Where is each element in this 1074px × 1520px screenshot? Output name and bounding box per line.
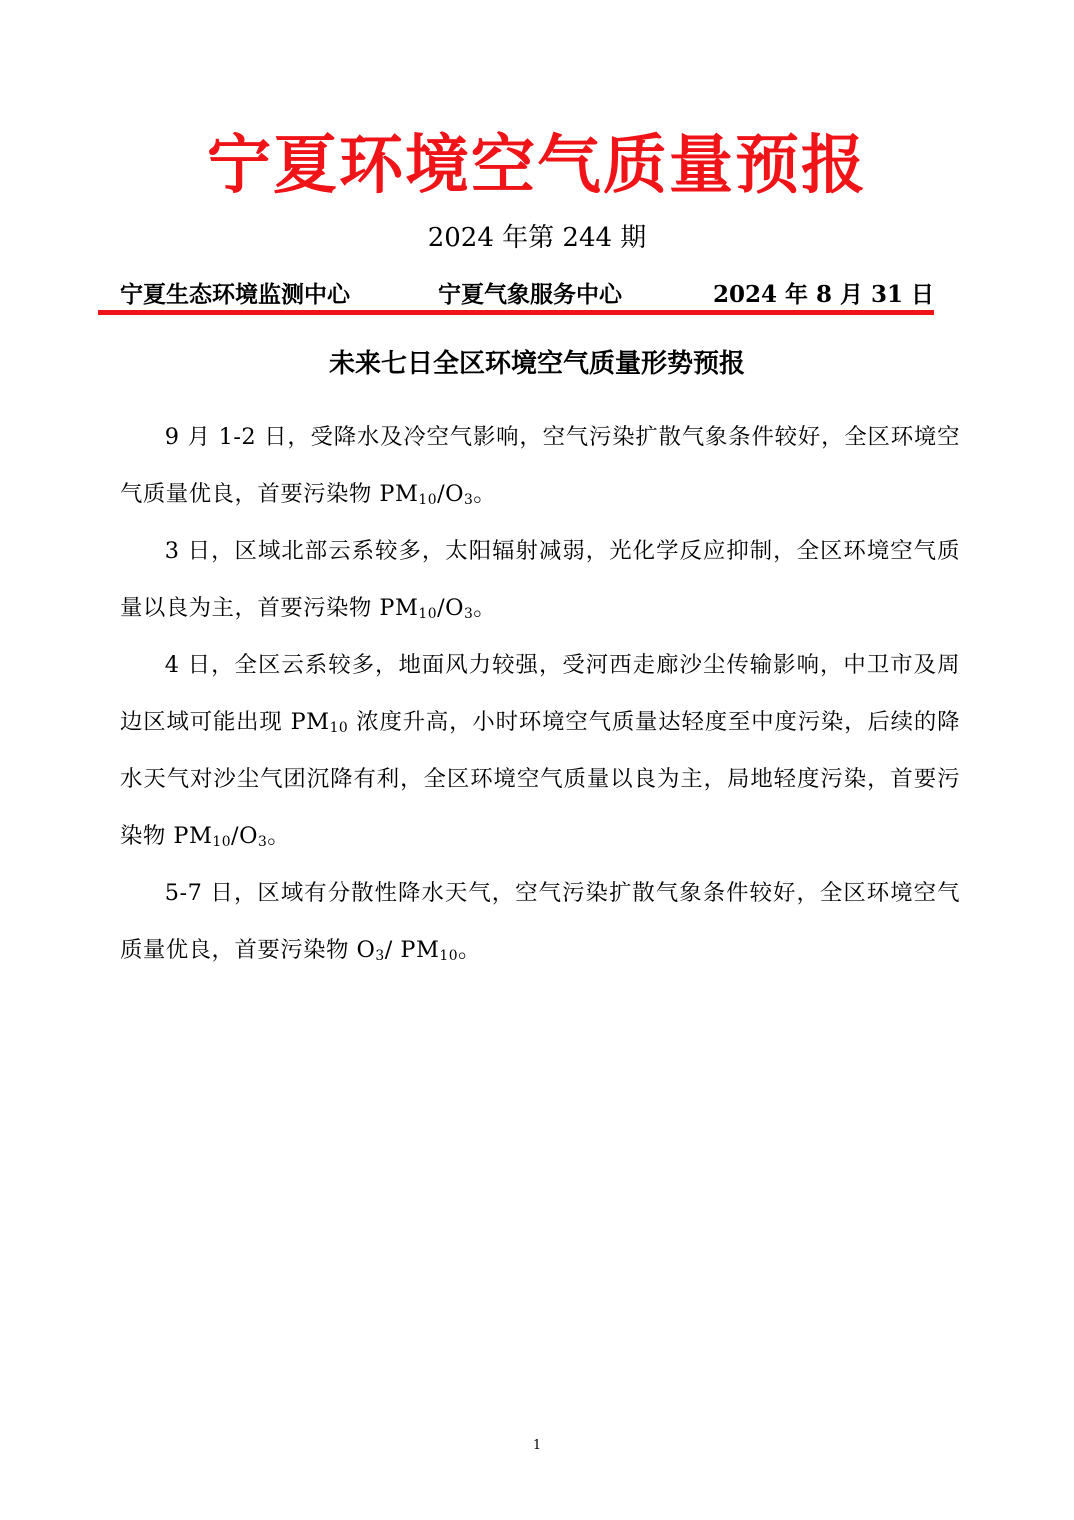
- paragraph-text: /O: [231, 823, 258, 849]
- red-divider-rule: [98, 310, 934, 315]
- issue-number: 2024 年第 244 期: [427, 223, 647, 253]
- publisher-meteorological-center: 宁夏气象服务中心: [438, 281, 622, 308]
- section-heading: 未来七日全区环境空气质量形势预报: [328, 349, 745, 379]
- publisher-row: [120, 278, 940, 312]
- paragraph-text: 。: [267, 823, 291, 849]
- paragraph-text: /O: [437, 481, 464, 507]
- subscript: 10: [418, 606, 438, 623]
- paragraph-text: 。: [473, 595, 497, 621]
- forecast-paragraph-day3: [120, 523, 960, 637]
- publisher-monitoring-center: 宁夏生态环境监测中心: [120, 281, 350, 308]
- page-number: 1: [532, 1438, 542, 1453]
- subscript: 10: [212, 834, 232, 851]
- subscript: 3: [463, 492, 474, 509]
- paragraph-text: 。: [458, 937, 481, 963]
- subscript: 10: [329, 720, 349, 737]
- masthead-title: 宁夏环境空气质量预报: [207, 128, 867, 203]
- subscript: 3: [257, 834, 268, 851]
- subscript: 10: [439, 948, 459, 965]
- subscript: 10: [418, 492, 438, 509]
- forecast-paragraph-day5-7: [120, 865, 960, 979]
- paragraph-text: 3 日，区域北部云系较多，太阳辐射减弱，光化学反应抑制，全区环境空气质量以良为主，首要污染物 PM: [120, 538, 960, 621]
- publish-date: 2024 年 8 月 31 日: [712, 281, 934, 308]
- paragraph-text: 4 日，全区云系较多，地面风力较强，受河西走廊沙尘传输影响，中卫市及周边区域可能出现 PM: [120, 652, 960, 735]
- paragraph-text: 。: [473, 481, 497, 507]
- paragraph-text: /O: [437, 595, 464, 621]
- forecast-paragraph-day1-2: [120, 409, 960, 523]
- forecast-body: [120, 409, 960, 979]
- forecast-paragraph-day4: [120, 637, 960, 865]
- paragraph-text: / PM: [384, 937, 440, 963]
- paragraph-text: 浓度升高，小时环境空气质量达轻度至中度污染，后续的降水天气对沙尘气团沉降有利，全区环境空气质量以良为主，局地轻度污染，首要污染物 PM: [120, 709, 961, 849]
- subscript: 3: [463, 606, 474, 623]
- subscript: 3: [375, 948, 385, 965]
- paragraph-text: 5-7 日，区域有分散性降水天气，空气污染扩散气象条件较好，全区环境空气质量优良，首要污染物 O: [120, 880, 960, 963]
- paragraph-text: 9 月 1-2 日，受降水及冷空气影响，空气污染扩散气象条件较好，全区环境空气质量优良，首要污染物 PM: [120, 424, 960, 507]
